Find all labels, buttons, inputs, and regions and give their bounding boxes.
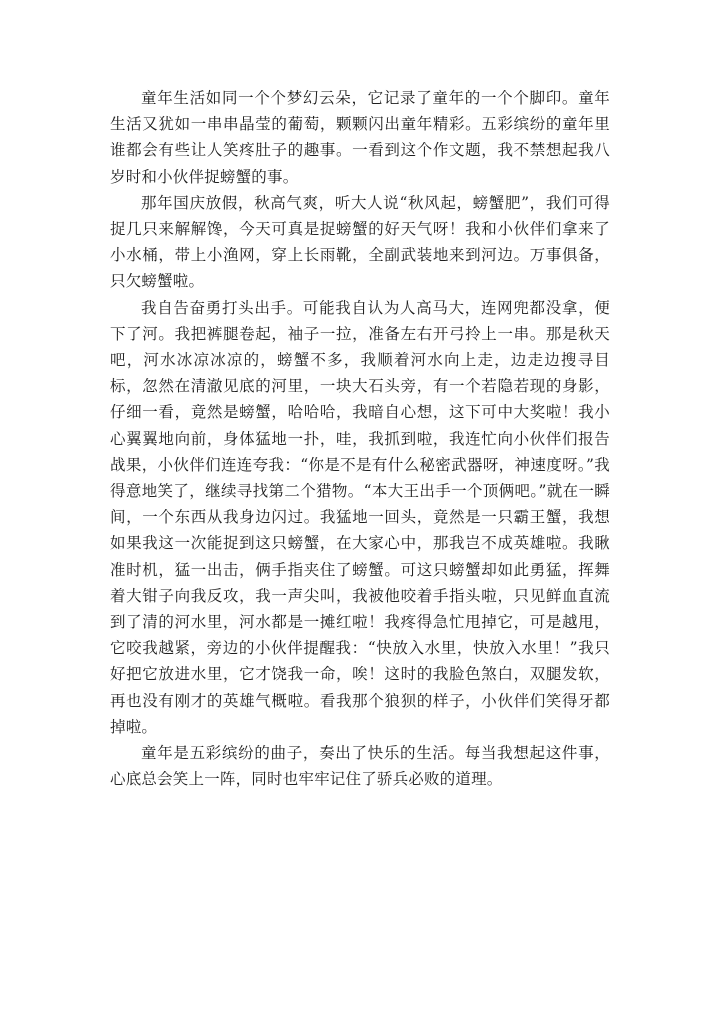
paragraph-intro: 童年生活如同一个个梦幻云朵，它记录了童年的一个个脚印。童年生活又犹如一串串晶莹的葡萄，颗颗闪出童年精彩。五彩缤纷的童年里谁都会有些让人笑疼肚子的趣事。一看到这个作文题，我不禁想起我八岁时和小伙伴捉螃蟹的事。 [110, 89, 610, 186]
essay-body [110, 85, 610, 792]
paragraph-holiday: 那年国庆放假，秋高气爽，听大人说“秋风起，螃蟹肥”，我们可得捉几只来解解馋，今天可真是捉螃蟹的好天气呀！我和小伙伴们拿来了小水桶，带上小渔网，穿上长雨靴，全副武装地来到河边。万事俱备，只欠螃蟹啦。 [110, 193, 610, 291]
paragraph-conclusion: 童年是五彩缤纷的曲子，奏出了快乐的生活。每当我想起这件事，心底总会笑上一阵，同时也牢牢记住了骄兵必败的道理。 [110, 744, 610, 789]
paragraph-crab-catching: 我自告奋勇打头出手。可能我自认为人高马大，连网兜都没拿，便下了河。我把裤腿卷起，袖子一拉，准备左右开弓拎上一串。那是秋天吧，河水冰凉冰凉的，螃蟹不多，我顺着河水向上走，边走边搜寻目标，忽然在清澈见底的河里，一块大石头旁，有一个若隐若现的身影，仔细一看，竟然是螃蟹，哈哈哈，我暗自心想，这下可中大奖啦！我小心翼翼地向前，身体猛地一扑，哇，我抓到啦，我连忙向小伙伴们报告战果，小伙伴们连连夸我：“你是不是有什么秘密武器呀，神速度呀。”我得意地笑了，继续寻找第二个猎物。“本大王出手一个顶俩吧。”就在一瞬间，一个东西从我身边闪过。我猛地一回头，竟然是一只霸王蟹，我想如果我这一次能捉到这只螃蟹，在大家心中，那我岂不成英雄啦。我瞅准时机，猛一出击，俩手指夹住了螃蟹。可这只螃蟹却如此勇猛，挥舞着大钳子向我反攻，我一声尖叫，我被他咬着手指头啦，只见鲜血直流到了清的河水里，河水都是一摊红啦！我疼得急忙甩掉它，可是越甩，它咬我越紧，旁边的小伙伴提醒我：“快放入水里，快放入水里！”我只好把它放进水里，它才饶我一命，唉！这时的我脸色煞白，双腿发软，再也没有刚才的英雄气概啦。看我那个狼狈的样子，小伙伴们笑得牙都掉啦。 [110, 298, 610, 736]
